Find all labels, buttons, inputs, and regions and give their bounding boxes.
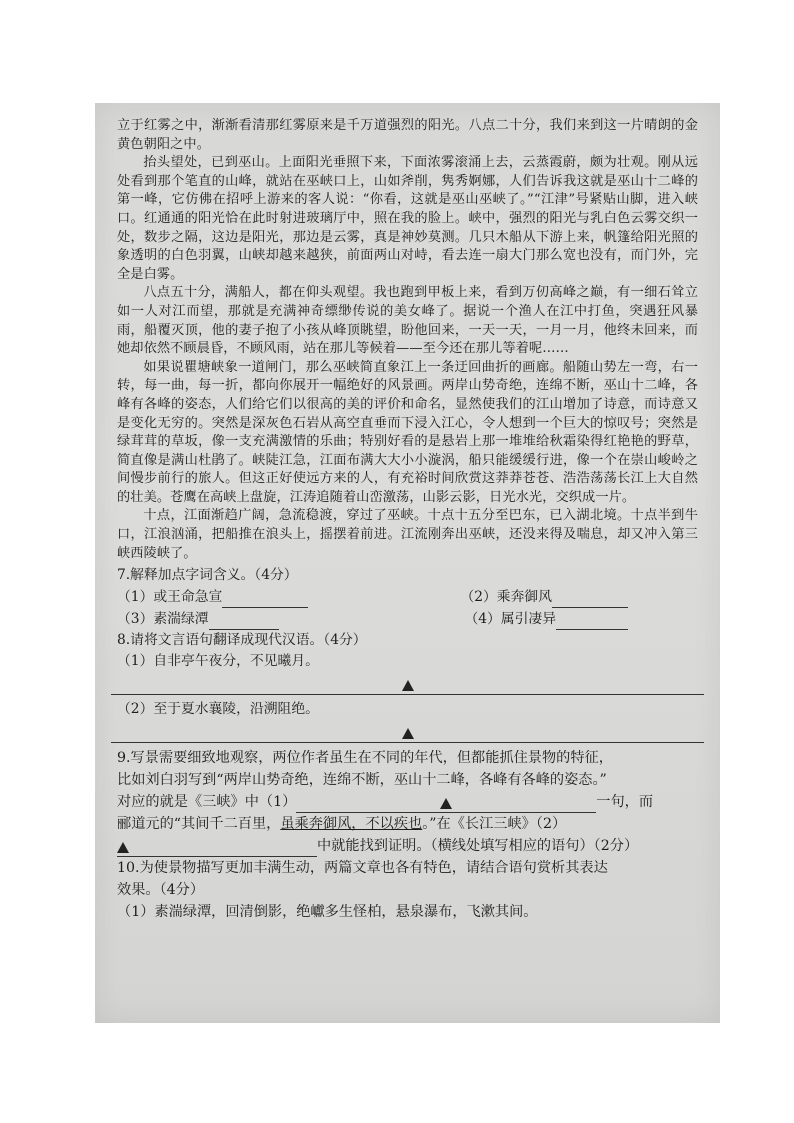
question-7-row-2: [117, 608, 698, 630]
q9-text-3b: 一句，而: [596, 794, 654, 811]
question-7-row-1: [117, 586, 698, 608]
triangle-marker-icon: [402, 728, 414, 739]
triangle-marker-icon: [402, 680, 414, 691]
q9-text-3a: 对应的就是《三峡》中（1）: [117, 794, 297, 811]
q8-answer-line-2[interactable]: [111, 720, 704, 743]
question-9-line-2: 比如刘白羽写到“两岸山势奇绝，连绵不断，巫山十二峰，各峰有各峰的姿态。”: [117, 772, 607, 789]
q9-text-4a: 郦道元的“其间千二百里，: [117, 816, 281, 833]
q7-item-2: （2）乘奔御风: [460, 589, 552, 606]
q7-blank-1[interactable]: [222, 591, 308, 608]
q7-item-3: （3）素湍绿潭: [117, 611, 209, 628]
question-10-line-1: 10.为使景物描写更加丰满生动，两篇文章也各有特色，请结合语句赏析其表达: [117, 860, 608, 877]
triangle-marker-icon: [440, 798, 452, 809]
q9-blank-2[interactable]: [117, 838, 317, 857]
q8-item-1: （1）自非亭午夜分，不见曦月。: [117, 653, 319, 670]
q9-blank-1[interactable]: [296, 794, 596, 813]
passage-paragraph-4: 如果说瞿塘峡象一道闸门，那么巫峡简直象江上一条迂回曲折的画廊。船随山势左一弯，右一转，每一曲，每一折，都向你展开一幅绝好的风景画。两岸山势奇绝，连绵不断，巫山十二峰，各峰有各峰的姿态，人们给它们以很高的美的评价和命名，显然使我们的江山增加了诗意，而诗意又是变化无穷的。突然是深灰色石岩从高空直垂而下浸入江心，令人想到一个巨大的惊叹号；突然是绿茸茸的草坂，像一支充满激情的乐曲；特别好看的是悬岩上那一堆堆给秋霜染得红艳艳的野草，简直像是满山杜鹃了。峡陡江急，江面布满大大小小漩涡，船只能缓缓行进，像一个在崇山峻岭之间慢步前行的旅人。但这正好使远方来的人，有充裕时间欣赏这莽莽苍苍、浩浩荡荡长江上大自然的壮美。苍鹰在高峡上盘旋，江涛追随着山峦激荡，山影云影，日光水光，交织成一片。: [117, 359, 698, 505]
question-9-line-4: [117, 813, 698, 835]
q8-answer-line-1[interactable]: [111, 672, 704, 695]
passage-paragraph-3: 八点五十分，满船人，都在仰头观望。我也跑到甲板上来，看到万仞高峰之巅，有一细石耸立如一人对江而望，那就是充满神奇缥缈传说的美女峰了。据说一个渔人在江中打鱼，突遇狂风暴雨，船覆灭顶，他的妻子抱了小孩从峰顶眺望，盼他回来，一天一天，一月一月，他终未回来，而她却依然不顾晨昏，不顾风雨，站在那儿等候着——至今还在那儿等着呢……: [117, 285, 698, 357]
q7-blank-4[interactable]: [556, 613, 628, 630]
passage-paragraph-5: 十点，江面渐趋广阔，急流稳渡，穿过了巫峡。十点十五分至巴东，已入湖北境。十点半到牛口，江浪汹涌，把船推在浪头上，摇摆着前进。江流刚奔出巫峡，还没来得及喘息，却又冲入第三峡西陵峡了。: [117, 508, 698, 561]
q8-item-2: （2）至于夏水襄陵，沿溯阻绝。: [117, 701, 319, 718]
q7-blank-3[interactable]: [209, 613, 279, 630]
q9-text-4c: 。”在《长江三峡》（2）: [422, 816, 567, 833]
triangle-marker-icon: [117, 842, 129, 853]
question-9-line-3: [117, 791, 698, 813]
q9-text-5a: 中就能找到证明。（横线处填写相应的语句）（2分）: [317, 838, 639, 855]
q7-item-4: （4）属引凄异: [464, 611, 556, 628]
passage-paragraph-1: 立于红雾之中，渐渐看清那红雾原来是千万道强烈的阳光。八点二十分，我们来到这一片晴朗的金黄色朝阳之中。: [117, 118, 698, 152]
q9-struck-text: 虽乘奔御风，不以疾也: [280, 816, 423, 833]
question-9-line-1: 9.写景需要细致地观察，两位作者虽生在不同的年代，但都能抓住景物的特征，: [117, 750, 613, 767]
question-9-line-5: [117, 835, 698, 857]
question-8-stem: 8.请将文言语句翻译成现代汉语。（4分）: [117, 632, 367, 649]
passage-paragraph-2: 抬头望处，已到巫山。上面阳光垂照下来，下面浓雾滚涌上去，云蒸霞蔚，颇为壮观。刚从远处看到那个笔直的山峰，就站在巫峡口上，山如斧削，隽秀婀娜，人们告诉我这就是巫山十二峰的第一峰，它仿佛在招呼上游来的客人说：“你看，这就是巫山巫峡了。”“江津”号紧贴山脚，进入峡口。红通通的阳光恰在此时射进玻璃厅中，照在我的脸上。峡中，强烈的阳光与乳白色云雾交织一处，数步之隔，这边是阳光，那边是云雾，真是神妙莫测。几只木船从下游上来，帆篷给阳光照的象透明的白色羽翼，山峡却越来越狭，前面两山对峙，看去连一扇大门那么宽也没有，而门外，完全是白雾。: [117, 155, 698, 282]
q7-item-1: （1）或王命急宣: [117, 589, 223, 606]
q10-item-1: （1）素湍绿潭，回清倒影，绝巘多生怪柏，悬泉瀑布，飞漱其间。: [117, 904, 538, 921]
question-10-line-2: 效果。（4分）: [117, 882, 205, 899]
document-photo: [95, 103, 720, 1023]
question-7-stem: 7.解释加点字词含义。（4分）: [117, 567, 298, 584]
page-content: [117, 117, 698, 923]
q7-blank-2[interactable]: [552, 591, 628, 608]
